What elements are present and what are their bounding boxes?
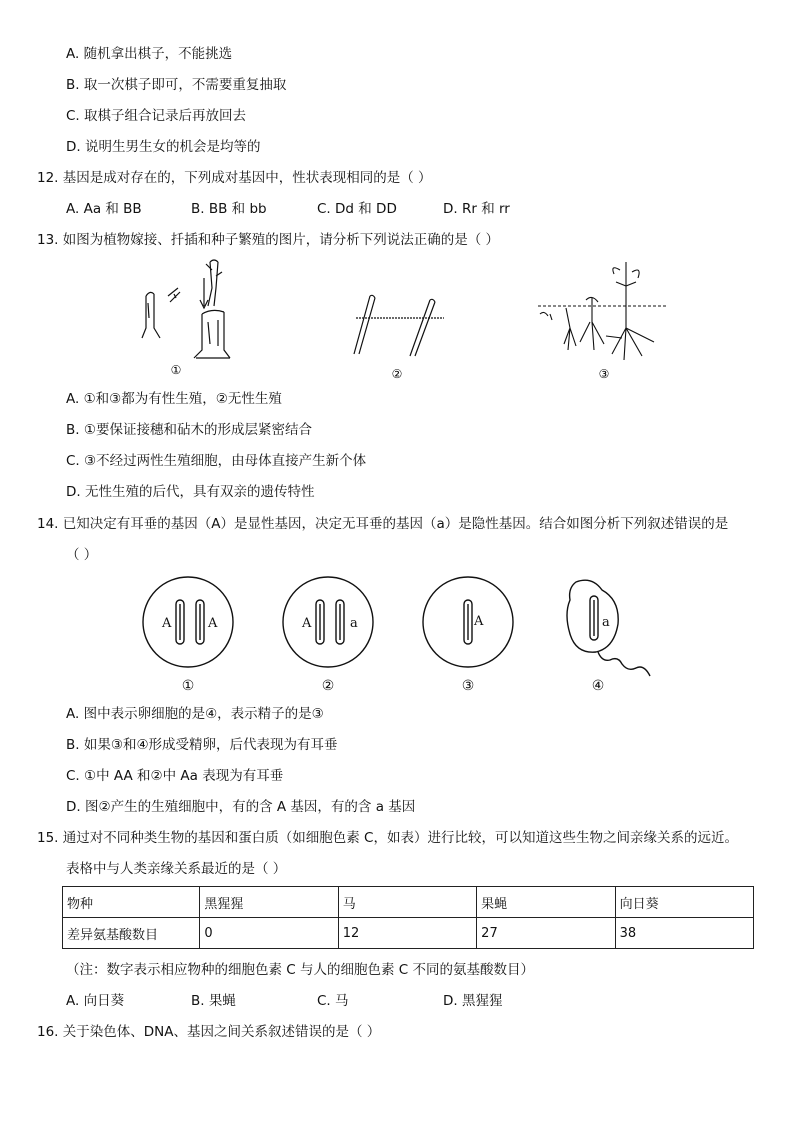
q14-stem-line2: （ ） xyxy=(66,547,98,563)
table-cell: 马 xyxy=(338,887,476,918)
q13-figure-label-1: ① xyxy=(170,363,182,377)
q11-option-a: A. 随机拿出棋子，不能挑选 xyxy=(66,46,233,62)
q14-cell2-right-gene: a xyxy=(350,616,358,631)
q14-option-d: D. 图②产生的生殖细胞中，有的含 A 基因，有的含 a 基因 xyxy=(66,799,416,815)
q13-figure-label-3: ③ xyxy=(598,367,610,381)
q14-figure-cells xyxy=(140,572,660,698)
q15-option-b: B. 果蝇 xyxy=(191,993,236,1009)
table-row xyxy=(63,887,754,918)
q15-stem-line2: 表格中与人类亲缘关系最近的是（ ） xyxy=(66,861,287,877)
q12-option-a: A. Aa 和 BB xyxy=(66,201,142,217)
q15-stem-line1: 15. 通过对不同种类生物的基因和蛋白质（如细胞色素 C，如表）进行比较，可以知道这些生物之间亲缘关系的远近。 xyxy=(37,830,738,846)
q13-stem: 13. 如图为植物嫁接、扦插和种子繁殖的图片，请分析下列说法正确的是（ ） xyxy=(37,232,500,248)
q12-stem: 12. 基因是成对存在的，下列成对基因中，性状表现相同的是（ ） xyxy=(37,170,432,186)
q11-option-c: C. 取棋子组合记录后再放回去 xyxy=(66,108,247,124)
q14-figure-label-2: ② xyxy=(321,678,335,694)
q13-figure-grafting xyxy=(130,258,240,378)
table-cell: 差异氨基酸数目 xyxy=(63,918,200,949)
q11-option-b: B. 取一次棋子即可，不需要重复抽取 xyxy=(66,77,287,93)
q14-figure-label-1: ① xyxy=(181,678,195,694)
table-cell: 12 xyxy=(338,918,476,949)
table-cell: 38 xyxy=(615,918,753,949)
q13-option-d: D. 无性生殖的后代，具有双亲的遗传特性 xyxy=(66,484,315,500)
q16-stem: 16. 关于染色体、DNA、基因之间关系叙述错误的是（ ） xyxy=(37,1024,381,1040)
q14-option-c: C. ①中 AA 和②中 Aa 表现为有耳垂 xyxy=(66,768,284,784)
q14-option-b: B. 如果③和④形成受精卵，后代表现为有耳垂 xyxy=(66,737,338,753)
table-cell: 果蝇 xyxy=(477,887,615,918)
table-cell: 物种 xyxy=(63,887,200,918)
q12-options xyxy=(0,200,794,218)
q13-option-c: C. ③不经过两性生殖细胞，由母体直接产生新个体 xyxy=(66,453,367,469)
q14-stem-line1: 14. 已知决定有耳垂的基因（A）是显性基因，决定无耳垂的基因（a）是隐性基因。结合如图分析下列叙述错误的是 xyxy=(37,516,729,532)
table-row xyxy=(63,918,754,949)
q12-option-b: B. BB 和 bb xyxy=(191,201,267,217)
q13-option-a: A. ①和③都为有性生殖，②无性生殖 xyxy=(66,391,282,407)
q13-figure-seedlings xyxy=(530,258,670,380)
q15-note: （注：数字表示相应物种的细胞色素 C 与人的细胞色素 C 不同的氨基酸数目） xyxy=(66,962,535,978)
q14-cell2-left-gene: A xyxy=(302,616,312,631)
q11-option-d: D. 说明生男生女的机会是均等的 xyxy=(66,139,261,155)
table-cell: 27 xyxy=(477,918,615,949)
q13-figure-cutting xyxy=(340,290,450,380)
q12-option-c: C. Dd 和 DD xyxy=(317,201,397,217)
q15-options xyxy=(0,992,794,1010)
q14-cell1-left-gene: A xyxy=(162,616,172,631)
q15-option-d: D. 黑猩猩 xyxy=(443,993,503,1009)
q15-table xyxy=(62,886,754,949)
q13-option-b: B. ①要保证接穗和砧木的形成层紧密结合 xyxy=(66,422,312,438)
table-cell: 向日葵 xyxy=(615,887,753,918)
q14-cell4-gene: a xyxy=(602,615,610,630)
q14-option-a: A. 图中表示卵细胞的是④，表示精子的是③ xyxy=(66,706,324,722)
q14-cell3-gene: A xyxy=(474,614,484,629)
table-cell: 0 xyxy=(200,918,338,949)
q15-option-a: A. 向日葵 xyxy=(66,993,125,1009)
q14-figure-label-3: ③ xyxy=(461,678,475,694)
q14-figure-label-4: ④ xyxy=(591,678,605,694)
table-cell: 黑猩猩 xyxy=(200,887,338,918)
q15-option-c: C. 马 xyxy=(317,993,349,1009)
q12-option-d: D. Rr 和 rr xyxy=(443,201,510,217)
q13-figure-label-2: ② xyxy=(391,367,403,381)
q14-cell1-right-gene: A xyxy=(208,616,218,631)
